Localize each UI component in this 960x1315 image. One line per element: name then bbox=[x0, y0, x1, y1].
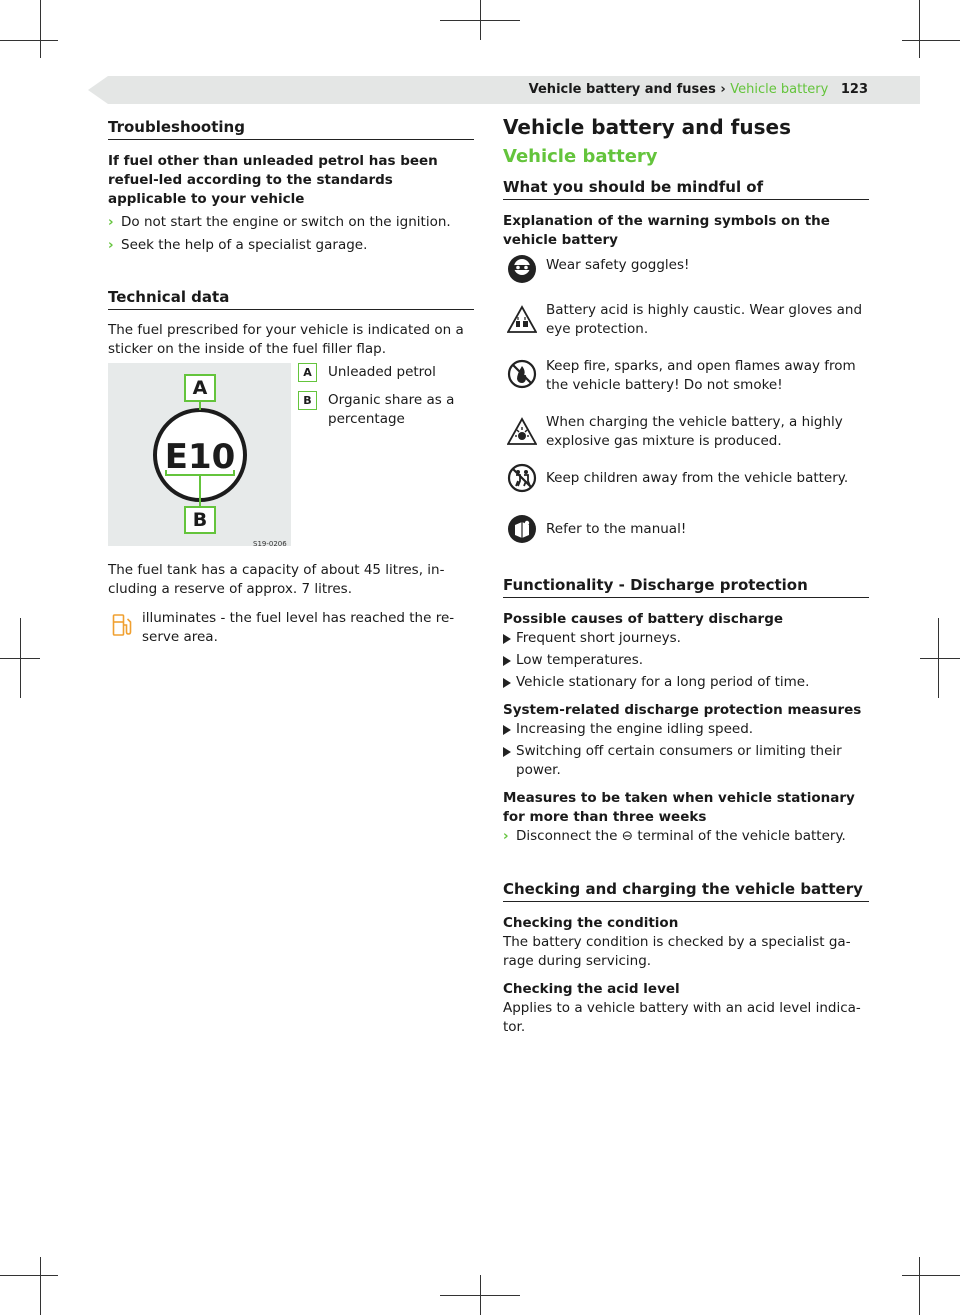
triangle-right-icon bbox=[503, 747, 511, 757]
list-item bbox=[503, 629, 869, 648]
troubleshooting-subtitle: If fuel other than unleaded petrol has been refuel-led according to the standards applicable to your vehicle bbox=[108, 153, 438, 207]
list-item-text: Seek the help of a specialist garage. bbox=[121, 237, 368, 253]
safety-goggles-icon bbox=[507, 254, 537, 284]
chevron-right-icon: › bbox=[108, 237, 114, 253]
legend-item-a bbox=[298, 363, 474, 382]
crop-mark bbox=[0, 40, 58, 41]
left-column bbox=[108, 118, 474, 645]
no-fire-icon bbox=[507, 359, 537, 389]
explosive-gas-icon bbox=[507, 417, 537, 447]
list-item bbox=[503, 651, 869, 670]
list-item-text: Increasing the engine idling speed. bbox=[516, 721, 754, 737]
crop-mark bbox=[0, 658, 40, 659]
tank-capacity-text: The fuel tank has a capacity of about 45 litres, in-cluding a reserve of approx. 7 litres. bbox=[108, 562, 445, 597]
list-item-text: terminal of the vehicle battery. bbox=[637, 828, 846, 844]
chapter-title: Vehicle battery and fuses bbox=[503, 115, 791, 139]
fuel-warning-text: illuminates - the fuel level has reached the re-serve area. bbox=[142, 610, 455, 645]
symbol-text: When charging the vehicle battery, a highly explosive gas mixture is produced. bbox=[546, 414, 843, 449]
functionality-title: Functionality - Discharge protection bbox=[503, 576, 869, 598]
right-column bbox=[503, 115, 869, 1037]
symbol-text: Keep children away from the vehicle battery. bbox=[546, 470, 849, 486]
list-item bbox=[503, 827, 869, 846]
minus-terminal-icon: ⊖ bbox=[621, 828, 634, 844]
troubleshooting-title: Troubleshooting bbox=[108, 118, 474, 140]
list-item bbox=[108, 213, 474, 232]
warning-symbol-row bbox=[503, 520, 869, 554]
crop-mark bbox=[919, 0, 920, 58]
acid-level-text: Applies to a vehicle battery with an acid level indica-tor. bbox=[503, 1000, 861, 1035]
list-item-text: Frequent short journeys. bbox=[516, 630, 681, 646]
list-item bbox=[503, 720, 869, 739]
symbol-text: Battery acid is highly caustic. Wear gloves and eye protection. bbox=[546, 302, 863, 337]
measures-title: System-related discharge protection measures bbox=[503, 702, 862, 718]
fuel-sticker-figure bbox=[108, 363, 291, 546]
legend-text-b: Organic share as a percentage bbox=[328, 392, 455, 427]
crop-mark bbox=[902, 40, 960, 41]
crop-mark bbox=[919, 1257, 920, 1315]
technical-data-intro: The fuel prescribed for your vehicle is indicated on a sticker on the inside of the fuel filler flap. bbox=[108, 322, 464, 357]
breadcrumb-subsection: Vehicle battery bbox=[730, 82, 829, 97]
list-item-text: Vehicle stationary for a long period of time. bbox=[516, 674, 810, 690]
figure-label-b: B bbox=[192, 509, 208, 531]
refer-manual-icon bbox=[507, 514, 537, 544]
mindful-title: What you should be mindful of bbox=[503, 178, 869, 200]
section-title: Vehicle battery bbox=[503, 146, 658, 167]
acid-warning-icon bbox=[507, 305, 537, 335]
crop-mark bbox=[40, 1257, 41, 1315]
legend-text-a: Unleaded petrol bbox=[328, 364, 436, 380]
crop-mark bbox=[0, 1275, 58, 1276]
breadcrumb-section: Vehicle battery and fuses bbox=[528, 82, 716, 97]
crop-mark bbox=[920, 658, 960, 659]
legend-key-b: B bbox=[298, 391, 317, 410]
breadcrumb bbox=[529, 82, 868, 97]
page-number: 123 bbox=[840, 82, 868, 97]
e10-sticker-image bbox=[108, 363, 291, 546]
list-item bbox=[503, 742, 869, 780]
triangle-right-icon bbox=[503, 678, 511, 688]
symbol-text: Wear safety goggles! bbox=[546, 257, 690, 273]
crop-mark bbox=[40, 0, 41, 58]
page-header bbox=[108, 76, 920, 104]
causes-title: Possible causes of battery discharge bbox=[503, 611, 784, 627]
acid-level-title: Checking the acid level bbox=[503, 981, 680, 997]
triangle-right-icon bbox=[503, 725, 511, 735]
triangle-right-icon bbox=[503, 656, 511, 666]
fuel-warning-row bbox=[108, 609, 474, 647]
stationary-title: Measures to be taken when vehicle stationary for more than three weeks bbox=[503, 790, 855, 825]
warning-symbol-row bbox=[503, 357, 869, 395]
legend-item-b bbox=[298, 391, 474, 429]
symbol-text: Keep fire, sparks, and open flames away from the vehicle battery! Do not smoke! bbox=[546, 358, 856, 393]
warning-symbol-row bbox=[503, 469, 869, 503]
list-item-text: Do not start the engine or switch on the ignition. bbox=[121, 214, 451, 230]
triangle-right-icon bbox=[503, 634, 511, 644]
list-item-text: Disconnect the bbox=[516, 828, 618, 844]
chevron-right-icon: › bbox=[108, 214, 114, 230]
list-item-text: Low temperatures. bbox=[516, 652, 644, 668]
figure-caption: S19-0206 bbox=[253, 540, 287, 548]
crop-mark bbox=[902, 1275, 960, 1276]
figure-label-a: A bbox=[192, 377, 208, 399]
list-item bbox=[503, 673, 869, 692]
list-item-text: Switching off certain consumers or limiting their power. bbox=[516, 743, 842, 778]
breadcrumb-separator: › bbox=[720, 82, 726, 97]
warning-symbol-row bbox=[503, 256, 869, 290]
warning-symbol-row bbox=[503, 413, 869, 451]
warning-symbol-row bbox=[503, 301, 869, 339]
checking-title: Checking and charging the vehicle battery bbox=[503, 880, 869, 902]
list-item bbox=[108, 236, 474, 255]
chevron-right-icon: › bbox=[503, 828, 509, 844]
legend-key-a: A bbox=[298, 363, 317, 382]
condition-text: The battery condition is checked by a specialist ga-rage during servicing. bbox=[503, 934, 851, 969]
fuel-pump-icon bbox=[112, 613, 132, 637]
keep-children-away-icon bbox=[507, 463, 537, 493]
symbols-subtitle: Explanation of the warning symbols on the vehicle battery bbox=[503, 213, 830, 248]
crop-mark bbox=[440, 1295, 520, 1296]
technical-data-title: Technical data bbox=[108, 288, 474, 310]
symbol-text: Refer to the manual! bbox=[546, 521, 687, 537]
e10-text: E10 bbox=[164, 437, 236, 477]
condition-title: Checking the condition bbox=[503, 915, 679, 931]
crop-mark bbox=[440, 20, 520, 21]
